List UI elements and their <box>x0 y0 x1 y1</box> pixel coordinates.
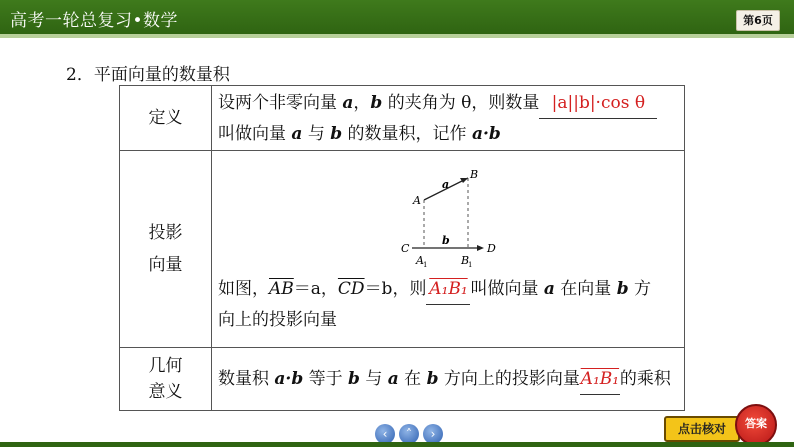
label-A: A <box>413 193 421 207</box>
table-row-geometric <box>120 348 685 411</box>
nav-home-button[interactable]: ˄ <box>399 424 419 444</box>
label-geometric: 几何 意义 <box>120 348 212 411</box>
header-title: 高考一轮总复习•数学 <box>10 11 179 31</box>
answer-geometric-vector: A₁B₁ <box>580 364 620 395</box>
label-a: a <box>442 177 450 191</box>
page-badge: 第6页 <box>736 10 780 31</box>
label-b: b <box>442 233 450 247</box>
table-row-definition <box>120 86 685 151</box>
vector-b-arrowhead <box>477 245 484 251</box>
label-C: C <box>401 241 410 255</box>
label-projection: 投影 向量 <box>120 151 212 348</box>
label-B: B <box>470 167 479 181</box>
body-geometric: 数量积 a·b 等于 b 与 a 在 b 方向上的投影向量A₁B₁的乘积 <box>212 348 685 411</box>
check-answer-button[interactable]: 点击核对 <box>664 416 740 442</box>
label-A1: A <box>416 253 424 267</box>
answer-projection-vector: A₁B₁ <box>426 274 470 305</box>
answer-badge-button[interactable]: 答案 <box>735 404 777 446</box>
label-A1-sub: 1 <box>423 260 428 269</box>
body-projection: a B A C D b A 1 B 1 如图，$\overline{AB}=a$，$\overline{CD}=b$，则 A₁B₁ 叫做向量 a 在向量 b 方 向上的投影向量 <box>212 151 685 348</box>
label-B1-sub: 1 <box>468 260 473 269</box>
section-title: 2．平面向量的数量积 <box>66 65 230 85</box>
body-definition: 设两个非零向量 a，b 的夹角为 θ，则数量 |a||b|·cos θ 叫做向量 a 与 b 的数量积，记作 a·b <box>212 86 685 151</box>
label-definition: 定义 <box>120 86 212 151</box>
vector-a-arrowhead <box>460 178 468 183</box>
header-divider <box>0 34 794 38</box>
nav-next-button[interactable]: › <box>423 424 443 444</box>
projection-figure <box>400 166 540 278</box>
bottom-bar <box>0 442 794 447</box>
label-D: D <box>487 241 496 255</box>
nav-prev-button[interactable]: ‹ <box>375 424 395 444</box>
table-row-projection <box>120 151 685 348</box>
label-B1: B <box>461 253 470 267</box>
answer-dot-product: |a||b|·cos θ <box>539 88 657 119</box>
header-bar <box>0 0 794 34</box>
definition-table <box>119 85 685 411</box>
